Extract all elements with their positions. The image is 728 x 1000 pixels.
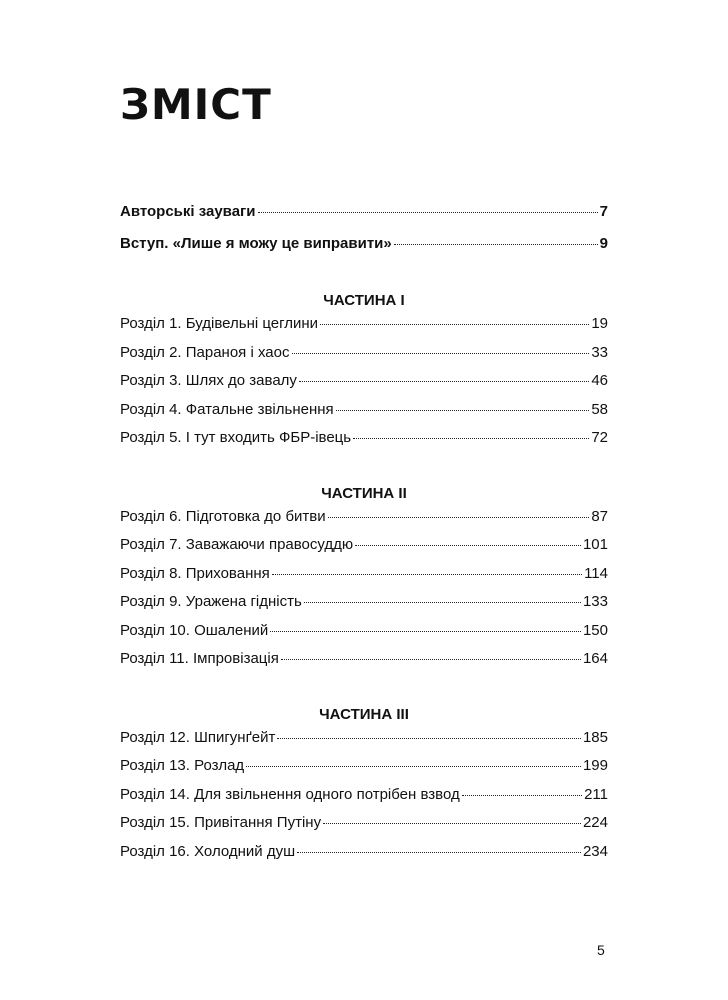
toc-entry-label: Розділ 1. Будівельні цеглини — [120, 315, 319, 332]
toc-entry-label: Розділ 13. Розлад — [120, 757, 245, 774]
dot-leader — [246, 766, 581, 767]
page-title: ЗМІСТ — [120, 80, 272, 129]
toc-entry-page: 46 — [591, 372, 608, 389]
dot-leader — [355, 545, 581, 546]
dot-leader — [323, 823, 581, 824]
toc-entry-label: Розділ 4. Фатальне звільнення — [120, 400, 334, 418]
toc-entry[interactable] — [120, 843, 608, 872]
dot-leader — [292, 353, 590, 354]
toc-entry[interactable] — [120, 729, 608, 758]
dot-leader — [328, 517, 590, 518]
toc-entry[interactable] — [120, 565, 608, 594]
toc-entry-page: 9 — [599, 235, 608, 252]
toc-entry[interactable] — [120, 786, 608, 815]
toc-entry-page: 199 — [582, 757, 608, 774]
dot-leader — [304, 602, 581, 603]
dot-leader — [281, 659, 581, 660]
toc-entry-page: 164 — [582, 650, 608, 667]
toc-entry-label: Розділ 3. Шлях до завалу — [120, 372, 297, 389]
toc-entry-label: Розділ 7. Заважаючи правосуддю — [120, 536, 354, 553]
dot-leader — [277, 738, 581, 739]
toc-entry-page: 224 — [582, 814, 608, 831]
toc-entry-label: Розділ 9. Уражена гідність — [120, 593, 302, 610]
dot-leader — [336, 410, 590, 411]
toc-entry-page: 58 — [591, 400, 608, 418]
toc-entry[interactable] — [120, 372, 608, 401]
dot-leader — [272, 574, 582, 575]
toc-entry[interactable] — [120, 536, 608, 565]
part-heading: ЧАСТИНА III — [319, 705, 409, 723]
toc-entry-page: 211 — [584, 785, 608, 803]
toc-entry-label: Розділ 16. Холодний душ — [120, 842, 296, 860]
part-heading: ЧАСТИНА I — [323, 292, 405, 309]
toc-entry-label: Розділ 8. Приховання — [120, 564, 270, 582]
toc-entry-page: 133 — [582, 593, 608, 610]
toc-entry[interactable] — [120, 344, 608, 373]
page-number: 5 — [597, 942, 605, 958]
dot-leader — [394, 244, 598, 245]
toc-entry[interactable] — [120, 508, 608, 537]
toc-entry[interactable] — [120, 814, 608, 843]
dot-leader — [270, 631, 581, 632]
toc-entry[interactable] — [120, 622, 608, 651]
toc-entry-label: Розділ 2. Параноя і хаос — [120, 343, 290, 361]
toc-entry[interactable] — [120, 650, 608, 679]
toc-entry[interactable] — [120, 593, 608, 622]
toc-entry-label: Розділ 11. Імпровізація — [120, 650, 279, 667]
toc-entry-label: Розділ 6. Підготовка до битви — [120, 507, 326, 525]
toc-entry-label: Розділ 10. Ошалений — [120, 621, 269, 639]
toc-entry[interactable] — [120, 429, 608, 458]
toc-entry-page: 114 — [584, 564, 608, 582]
part-heading: ЧАСТИНА II — [321, 484, 407, 502]
toc-entry-label: Розділ 14. Для звільнення одного потрібен взвод — [120, 785, 460, 803]
toc-entry-page: 234 — [582, 842, 608, 860]
dot-leader — [320, 324, 589, 325]
dot-leader — [297, 852, 581, 853]
dot-leader — [258, 212, 598, 213]
toc-entry[interactable] — [120, 757, 608, 786]
toc-entry-page: 19 — [591, 315, 608, 332]
toc-entry-page: 150 — [582, 621, 608, 639]
toc-entry-page: 87 — [591, 507, 608, 525]
toc-entry-label: Розділ 12. Шпигунґейт — [120, 728, 276, 746]
toc-entry-page: 101 — [582, 536, 608, 553]
toc-entry-page: 72 — [591, 429, 608, 446]
toc-entry-introduction[interactable] — [120, 235, 608, 267]
toc-entry-label: Розділ 5. І тут входить ФБР-івець — [120, 429, 352, 446]
toc-entry-authors-notes[interactable] — [120, 203, 608, 235]
dot-leader — [462, 795, 582, 796]
toc-entry-label: Авторські зауваги — [120, 203, 256, 220]
toc-entry[interactable] — [120, 315, 608, 344]
dot-leader — [353, 438, 589, 439]
toc-entry-page: 185 — [582, 728, 608, 746]
toc-entry-page: 33 — [591, 343, 608, 361]
toc-entry-label: Вступ. «Лише я можу це виправити» — [120, 235, 392, 252]
toc-entry[interactable] — [120, 401, 608, 430]
dot-leader — [299, 381, 589, 382]
table-of-contents — [120, 203, 608, 871]
toc-entry-label: Розділ 15. Привітання Путіну — [120, 814, 322, 831]
toc-entry-page: 7 — [599, 203, 608, 220]
